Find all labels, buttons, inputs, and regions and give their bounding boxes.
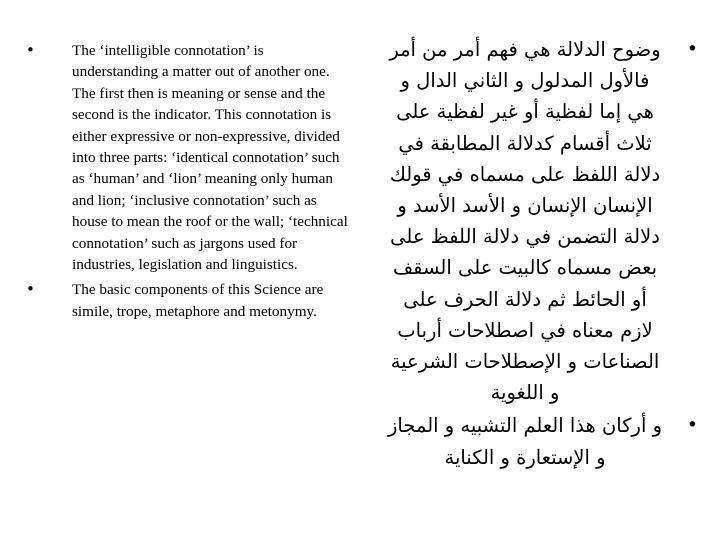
bullet-icon: • <box>26 280 35 299</box>
english-bullet-text-2: The basic components of this Science are simile, trope, metaphore and metonymy. <box>72 281 324 320</box>
arabic-bullet-text-2: و أركان هذا العلم التشبيه و المجاز و الإستعارة و الكناية <box>388 414 662 469</box>
arabic-bullet-list <box>388 34 698 475</box>
bullet-icon: • <box>26 41 35 59</box>
arabic-bullet-text-1: وضوح الدلالة هي فهم أمر من أمر فالأول المدلول و الثاني الدال و هي إما لفظية أو غير لفظية على ثلاث أقسام كدلالة المطابقة في دلالة اللفظ على مسماه في قولك الإنسان الإنسان و الأسد الأسد و دلالة التضمن في دلالة اللفظ على بعض مسماه كالبيت على السقف أو الحائط ثم دلالة الحرف على لازم معناه في اصطلاحات أرباب الصناعات و الإصطلاحات الشرعية و اللغوية <box>389 38 661 405</box>
arabic-bullet-item-1 <box>388 34 698 408</box>
english-bullet-text-1: The ‘intelligible connotation’ is understanding a matter out of another one. The first then is meaning or sense and the second is the indicator. This connotation is either expressive or non-expressive, divided into three parts: ‘identical connotation’ such as ‘human’ and ‘lion’ meaning only human and lion; ‘inclusive connotation’ such as house to mean the roof or the wall; ‘technical connotation’ such as jargons used for industries, legislation and linguistics. <box>72 42 348 274</box>
english-bullet-item-2 <box>26 279 352 322</box>
bullet-icon: • <box>686 414 698 437</box>
english-bullet-item-1 <box>26 40 352 275</box>
english-bullet-list <box>26 40 352 326</box>
bullet-icon: • <box>686 38 698 60</box>
arabic-bullet-item-2 <box>388 410 698 472</box>
